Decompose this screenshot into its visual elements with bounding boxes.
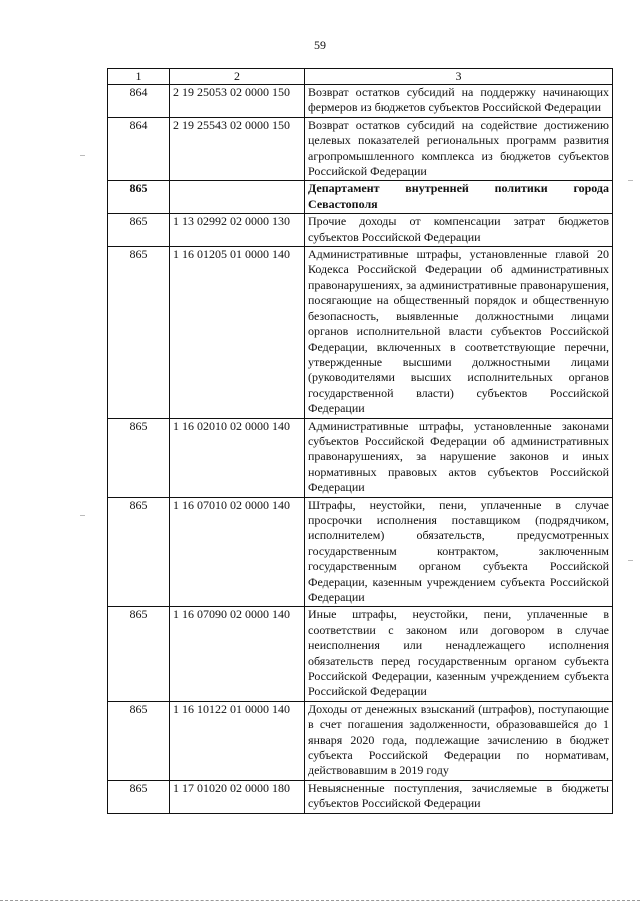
income-code-cell: 1 16 07010 02 0000 140 xyxy=(170,497,305,607)
table-row xyxy=(108,247,613,418)
column-header-admin: 1 xyxy=(108,69,170,85)
table-row xyxy=(108,181,613,214)
description-cell: Штрафы, неустойки, пени, уплаченные в случае просрочки исполнения поставщиком (подрядчиком, исполнителем) обязательств, предусмотренных государственным контрактом, заключенным государственным органом субъекта Российской Федерации, казенным учреждением субъекта Российской Федерации xyxy=(305,497,613,607)
income-code-cell: 1 17 01020 02 0000 180 xyxy=(170,780,305,813)
description-cell: Административные штрафы, установленные законами субъектов Российской Федерации об административных правонарушениях, за нарушение законов и иных нормативных правовых актов субъектов Российской Федерации xyxy=(305,418,613,497)
admin-code-cell: 865 xyxy=(108,418,170,497)
description-cell: Департамент внутренней политики города Севастополя xyxy=(305,181,613,214)
column-header-description: 3 xyxy=(305,69,613,85)
admin-code-cell: 865 xyxy=(108,214,170,247)
table-row xyxy=(108,701,613,780)
admin-code-cell: 865 xyxy=(108,181,170,214)
income-code-cell: 1 16 10122 01 0000 140 xyxy=(170,701,305,780)
description-cell: Административные штрафы, установленные главой 20 Кодекса Российской Федерации об административных правонарушениях, за административные правонарушения, посягающие на общественный порядок и общественную безопасность, выявленные должностными лицами органов исполнительной власти субъектов Российской Федерации, включенных в соответствующие перечни, утвержденные высшими должностными лицами (руководителями высших исполнительных органов государственной власти) субъектов Российской Федерации xyxy=(305,247,613,418)
income-code-cell: 1 13 02992 02 0000 130 xyxy=(170,214,305,247)
table-row xyxy=(108,214,613,247)
table-row xyxy=(108,607,613,701)
admin-code-cell: 865 xyxy=(108,701,170,780)
admin-code-cell: 864 xyxy=(108,85,170,118)
admin-code-cell: 865 xyxy=(108,497,170,607)
table-body xyxy=(108,85,613,814)
description-cell: Невыясненные поступления, зачисляемые в бюджеты субъектов Российской Федерации xyxy=(305,780,613,813)
column-header-code: 2 xyxy=(170,69,305,85)
income-code-cell: 1 16 02010 02 0000 140 xyxy=(170,418,305,497)
income-code-cell: 2 19 25053 02 0000 150 xyxy=(170,85,305,118)
admin-code-cell: 865 xyxy=(108,607,170,701)
admin-code-cell: 865 xyxy=(108,780,170,813)
description-cell: Возврат остатков субсидий на поддержку начинающих фермеров из бюджетов субъектов Российской Федерации xyxy=(305,85,613,118)
admin-code-cell: 865 xyxy=(108,247,170,418)
table-row xyxy=(108,497,613,607)
description-cell: Доходы от денежных взысканий (штрафов), поступающие в счет погашения задолженности, образовавшейся до 1 января 2020 года, подлежащие зачислению в бюджет субъекта Российской Федерации по нормативам, действовавшим в 2019 году xyxy=(305,701,613,780)
scan-mark xyxy=(628,560,633,561)
scan-mark xyxy=(80,155,85,156)
income-code-cell: 1 16 01205 01 0000 140 xyxy=(170,247,305,418)
budget-codes-table xyxy=(107,68,613,814)
table-row xyxy=(108,418,613,497)
table-row xyxy=(108,117,613,181)
page-bottom-edge xyxy=(0,900,640,901)
admin-code-cell: 864 xyxy=(108,117,170,181)
page-number: 59 xyxy=(314,38,326,52)
table-row xyxy=(108,780,613,813)
income-code-cell xyxy=(170,181,305,214)
description-cell: Прочие доходы от компенсации затрат бюджетов субъектов Российской Федерации xyxy=(305,214,613,247)
description-cell: Возврат остатков субсидий на содействие достижению целевых показателей региональных программ развития агропромышленного комплекса из бюджетов субъектов Российской Федерации xyxy=(305,117,613,181)
scan-mark xyxy=(628,180,633,181)
table-header-row xyxy=(108,69,613,85)
table-row xyxy=(108,85,613,118)
income-code-cell: 1 16 07090 02 0000 140 xyxy=(170,607,305,701)
scan-mark xyxy=(80,515,85,516)
income-code-cell: 2 19 25543 02 0000 150 xyxy=(170,117,305,181)
description-cell: Иные штрафы, неустойки, пени, уплаченные в соответствии с законом или договором в случае неисполнения или ненадлежащего исполнения обязательств перед государственным органом субъекта Российской Федерации, казенным учреждением субъекта Российской Федерации xyxy=(305,607,613,701)
